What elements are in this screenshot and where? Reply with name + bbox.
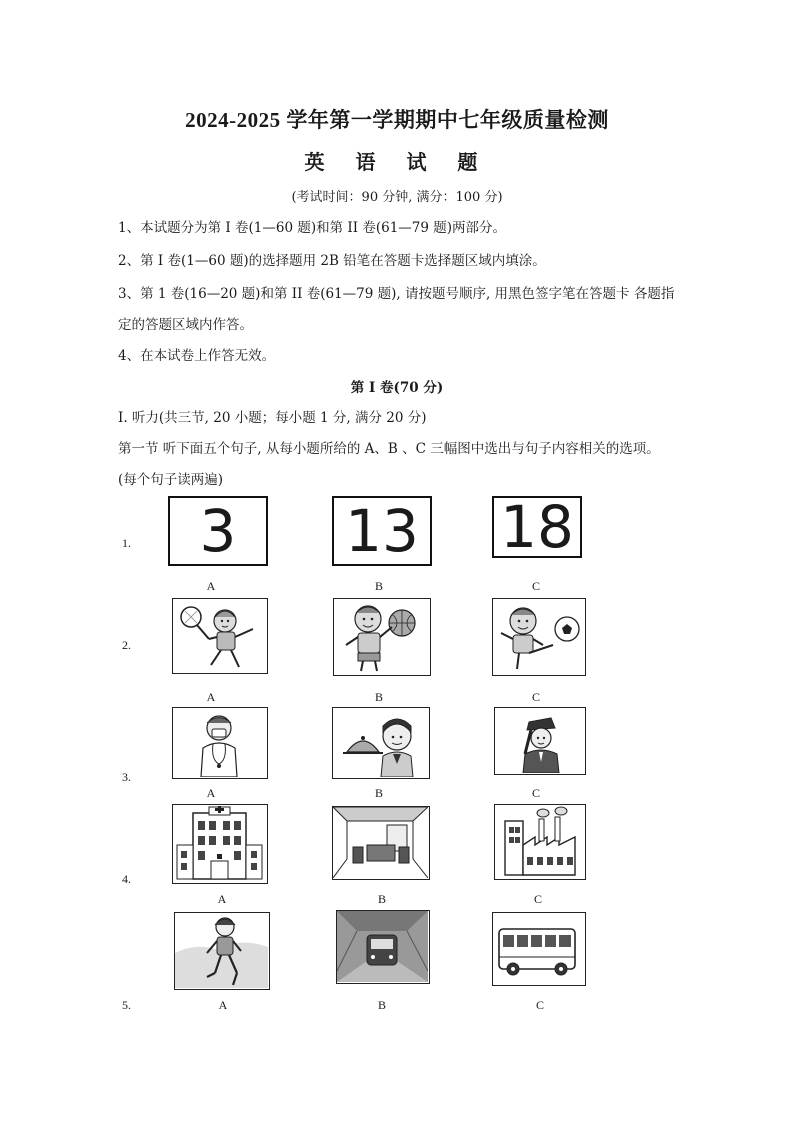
option-label: C: [533, 892, 542, 906]
instruction-3: 3、第 1 卷(16—20 题)和第 II 卷(61—79 题), 请按题号顺序, 用黑色签字笔在答题卡 各题指: [118, 286, 675, 302]
factory-image: [494, 804, 586, 880]
option-label: A: [206, 690, 216, 704]
option-label: B: [374, 786, 383, 800]
instruction-3-continued: 定的答题区域内作答。: [118, 317, 253, 333]
basketball-boy-image: [333, 598, 431, 676]
option-label: B: [377, 892, 386, 906]
option-label: C: [531, 579, 540, 593]
option-label: B: [374, 690, 383, 704]
running-girl-image: [174, 912, 270, 990]
soccer-boy-image: [492, 598, 586, 676]
section-title: 第 I 卷(70 分): [350, 380, 444, 396]
instruction-4: 4、在本试卷上作答无效。: [118, 348, 276, 364]
option-label: C: [535, 998, 544, 1012]
hospital-image: [172, 804, 268, 884]
listening-heading: I. 听力(共三节, 20 小题；每小题 1 分, 满分 20 分): [118, 410, 427, 426]
instruction-1: 1、本试题分为第 I 卷(1—60 题)和第 II 卷(61—79 题)两部分。: [118, 220, 507, 236]
option-image: [332, 496, 432, 566]
number-label: 18: [500, 493, 574, 561]
question-number: 2.: [122, 638, 131, 652]
option-image: [168, 496, 268, 566]
exam-title: 2024-2025 学年第一学期期中七年级质量检测: [185, 108, 609, 132]
option-label: A: [218, 998, 228, 1012]
option-image: [492, 493, 582, 561]
exam-subtitle: 英 语 试 题: [304, 150, 490, 174]
option-label: A: [217, 892, 227, 906]
badminton-girl-image: [172, 598, 268, 674]
part1-instruction: 第一节 听下面五个句子, 从每小题所给的 A、B 、C 三幅图中选出与句子内容相关的选项。: [118, 441, 660, 457]
office-image: [332, 806, 430, 880]
option-label: B: [377, 998, 386, 1012]
number-label: 3: [199, 497, 237, 565]
waiter-image: [332, 707, 430, 779]
police-officer-image: [494, 707, 586, 775]
question-number: 5.: [122, 998, 131, 1012]
part1-note: (每个句子读两遍): [118, 472, 224, 488]
doctor-image: [172, 707, 268, 779]
question-number: 3.: [122, 770, 131, 784]
number-label: 13: [345, 497, 419, 565]
bus-image: [492, 912, 586, 986]
question-number: 1.: [122, 536, 131, 550]
option-label: B: [374, 579, 383, 593]
option-label: C: [531, 690, 540, 704]
option-label: C: [531, 786, 540, 800]
train-image: [336, 910, 430, 984]
question-number: 4.: [122, 872, 131, 886]
option-label: A: [206, 786, 216, 800]
option-label: A: [206, 579, 216, 593]
instruction-2: 2、第 I 卷(1—60 题)的选择题用 2B 铅笔在答题卡选择题区域内填涂。: [118, 253, 546, 269]
exam-time-note: (考试时间：90 分钟, 满分：100 分): [291, 190, 503, 205]
